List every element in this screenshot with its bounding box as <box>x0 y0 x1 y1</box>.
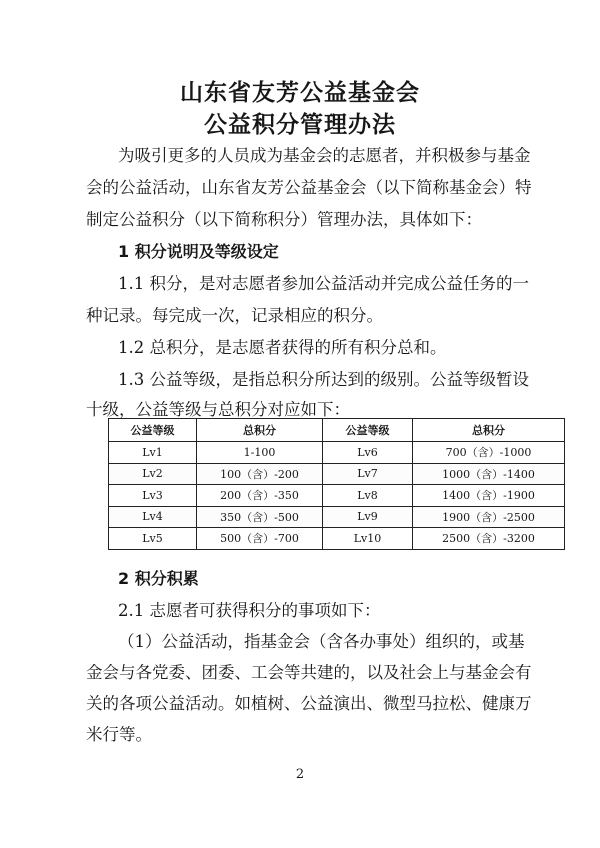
table-cell: 1000（含）-1400 <box>413 463 565 485</box>
clause-1-2: 1.2 总积分，是志愿者获得的所有积分总和。 <box>118 338 447 357</box>
table-cell: Lv7 <box>323 463 413 485</box>
clause-1-1-line-2: 种记录。每完成一次，记录相应的积分。 <box>86 306 383 325</box>
table-cell: 1-100 <box>197 442 323 464</box>
level-points-table <box>108 418 565 550</box>
table-header-row <box>109 419 565 442</box>
table-cell: Lv3 <box>109 485 197 507</box>
table-cell: Lv4 <box>109 506 197 528</box>
clause-1-3-line-2: 十级，公益等级与总积分对应如下： <box>86 400 350 419</box>
page-number: 2 <box>295 767 305 782</box>
document-title-line1: 山东省友芳公益基金会 <box>180 80 420 106</box>
clause-2-1-1-line-3: 关的各项公益活动。如植树、公益演出、微型马拉松、健康万 <box>86 694 532 713</box>
header-points-1: 总积分 <box>197 419 323 442</box>
table-cell: 2500（含）-3200 <box>413 528 565 550</box>
clause-1-3-line-1: 1.3 公益等级，是指总积分所达到的级别。公益等级暂设 <box>118 370 529 389</box>
section2-heading: 2 积分积累 <box>118 569 199 588</box>
table-row <box>109 442 565 464</box>
section1-heading: 1 积分说明及等级设定 <box>118 242 279 261</box>
table-cell: Lv5 <box>109 528 197 550</box>
clause-2-1: 2.1 志愿者可获得积分的事项如下： <box>118 601 381 620</box>
table-cell: 200（含）-350 <box>197 485 323 507</box>
clause-2-1-1-line-4: 米行等。 <box>86 725 152 744</box>
table-cell: Lv8 <box>323 485 413 507</box>
table-cell: 1400（含）-1900 <box>413 485 565 507</box>
table-cell: 700（含）-1000 <box>413 442 565 464</box>
table-row <box>109 506 565 528</box>
clause-1-1-line-1: 1.1 积分，是对志愿者参加公益活动并完成公益任务的一 <box>118 274 529 293</box>
header-level-1: 公益等级 <box>109 419 197 442</box>
table-cell: 100（含）-200 <box>197 463 323 485</box>
table-row <box>109 463 565 485</box>
table-cell: 1900（含）-2500 <box>413 506 565 528</box>
table-cell: Lv2 <box>109 463 197 485</box>
table-row <box>109 528 565 550</box>
clause-2-1-1-line-2: 金会与各党委、团委、工会等共建的，以及社会上与基金会有 <box>86 663 532 682</box>
table-row <box>109 485 565 507</box>
table-cell: 350（含）-500 <box>197 506 323 528</box>
clause-2-1-1-line-1: （1）公益活动，指基金会（含各办事处）组织的，或基 <box>118 632 525 651</box>
table-cell: Lv1 <box>109 442 197 464</box>
table-cell: Lv10 <box>323 528 413 550</box>
intro-line-1: 为吸引更多的人员成为基金会的志愿者，并积极参与基金 <box>118 146 531 165</box>
header-level-2: 公益等级 <box>323 419 413 442</box>
intro-line-3: 制定公益积分（以下简称积分）管理办法，具体如下： <box>86 210 482 229</box>
document-title-line2: 公益积分管理办法 <box>204 112 396 138</box>
table-cell: Lv9 <box>323 506 413 528</box>
intro-line-2: 会的公益活动，山东省友芳公益基金会（以下简称基金会）特 <box>86 178 532 197</box>
table-cell: 500（含）-700 <box>197 528 323 550</box>
header-points-2: 总积分 <box>413 419 565 442</box>
table-cell: Lv6 <box>323 442 413 464</box>
